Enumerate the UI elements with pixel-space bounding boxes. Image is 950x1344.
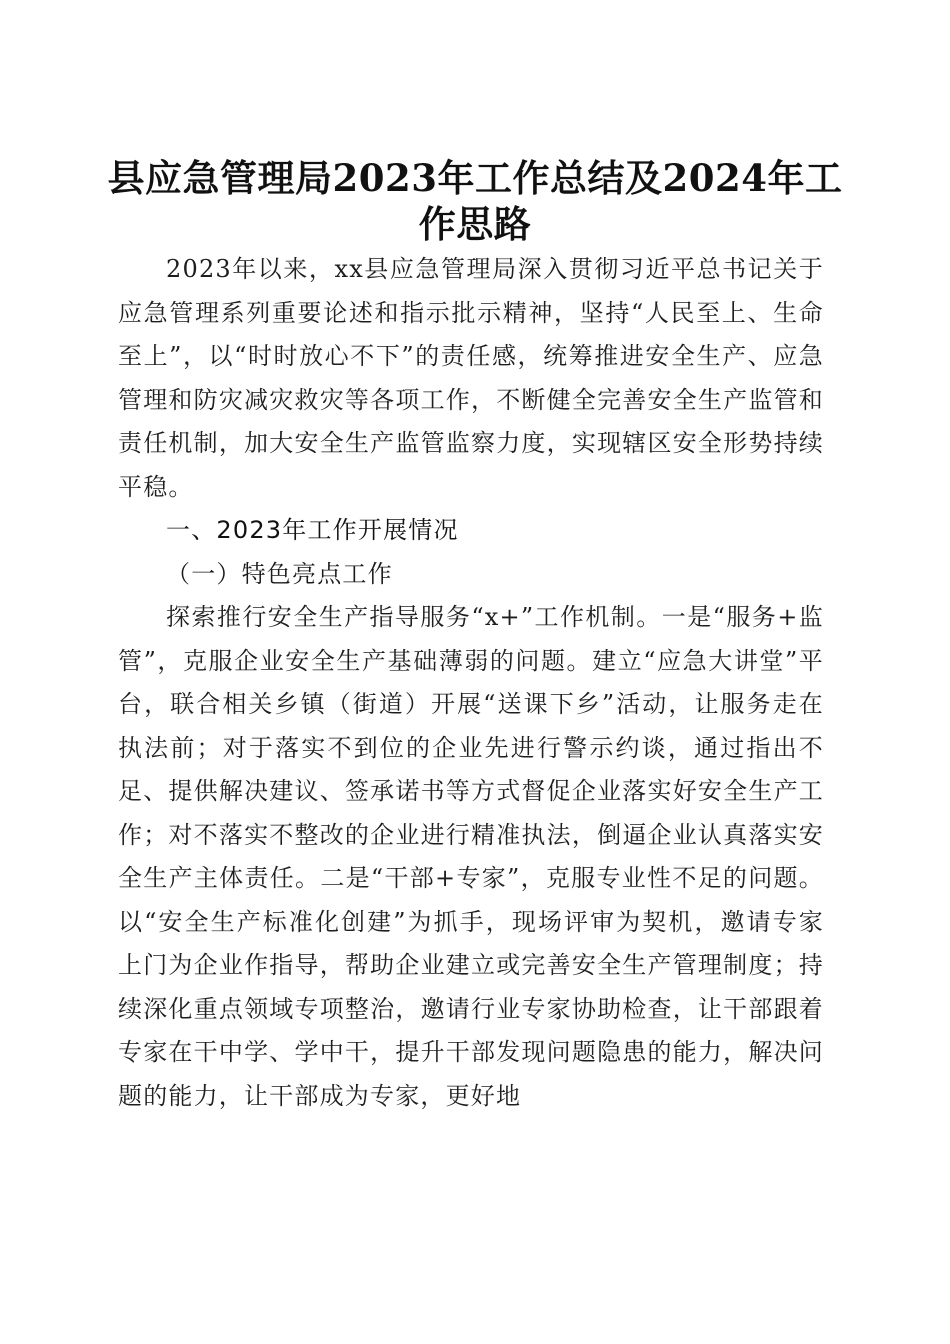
- document-title: 县应急管理局2023年工作总结及2024年工作思路: [107, 155, 843, 246]
- subsection-heading: （一）特色亮点工作: [166, 559, 393, 588]
- section-heading: 一、2023年工作开展情况: [166, 516, 459, 544]
- document-body: [118, 248, 824, 1118]
- intro-paragraph: 2023年以来，xx县应急管理局深入贯彻习近平总书记关于应急管理系列重要论述和指示批示精神，坚持“人民至上、生命至上”，以“时时放心不下”的责任感，统筹推进安全生产、应急管理和防灾减灾救灾等各项工作，不断健全完善安全生产监管和责任机制，加大安全生产监管监察力度，实现辖区安全形势持续平稳。: [118, 255, 824, 501]
- body-paragraph: 探索推行安全生产指导服务“x+”工作机制。一是“服务+监管”，克服企业安全生产基础薄弱的问题。建立“应急大讲堂”平台，联合相关乡镇（街道）开展“送课下乡”活动，让服务走在执法前；对于落实不到位的企业先进行警示约谈，通过指出不足、提供解决建议、签承诺书等方式督促企业落实好安全生产工作；对不落实不整改的企业进行精准执法，倒逼企业认真落实安全生产主体责任。二是“干部+专家”，克服专业性不足的问题。以“安全生产标准化创建”为抓手，现场评审为契机，邀请专家上门为企业作指导，帮助企业建立或完善安全生产管理制度；持续深化重点领域专项整治，邀请行业专家协助检查，让干部跟着专家在干中学、学中干，提升干部发现问题隐患的能力，解决问题的能力，让干部成为专家，更好地: [118, 603, 824, 1110]
